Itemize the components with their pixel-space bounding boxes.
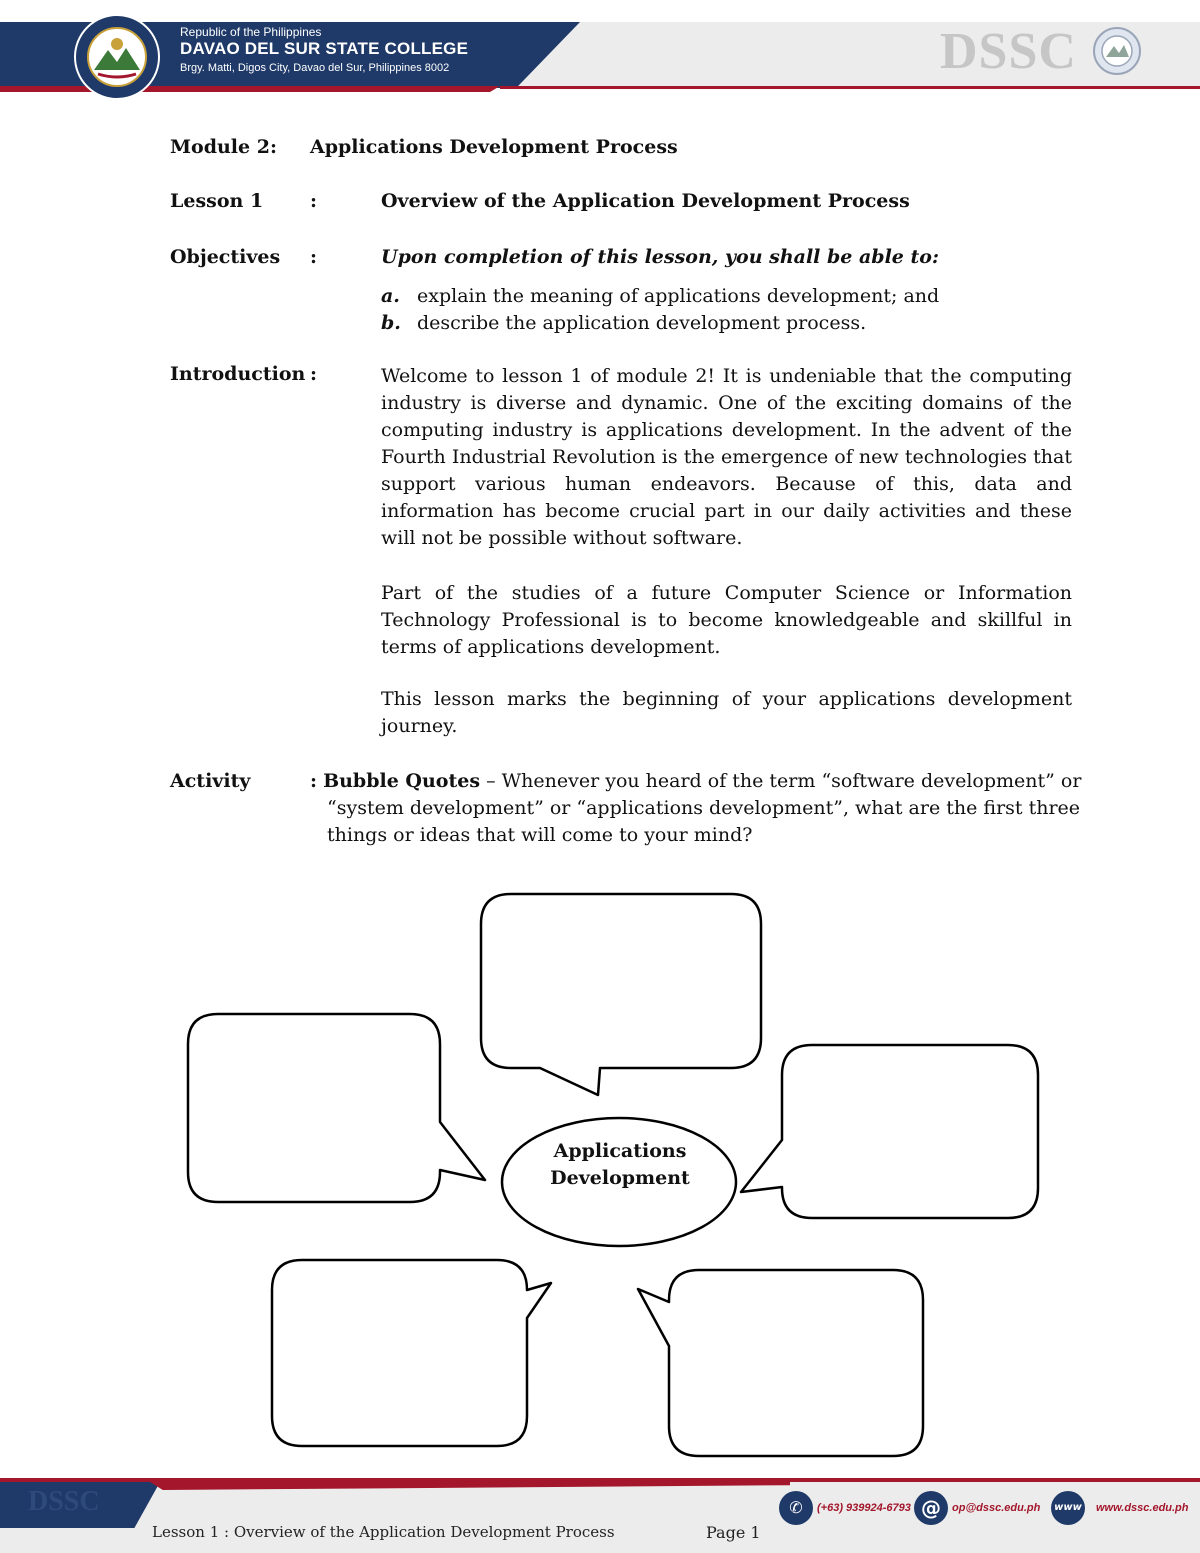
email-icon: @ bbox=[914, 1491, 948, 1525]
objective-item bbox=[381, 312, 866, 334]
introduction-colon: : bbox=[310, 363, 318, 385]
introduction-paragraph-1: Welcome to lesson 1 of module 2! It is undeniable that the computing industry is diverse and dynamic. One of the exciting domains of the computing industry is applications development. In the advent of the Fourth Industrial Revolution is the emergence of new technologies that support various human endeavors. Because of this, data and information has become crucial part in our daily activities and these will not be possible without software. bbox=[381, 365, 1072, 549]
objective-text: describe the application development process. bbox=[417, 312, 867, 334]
header-red-line bbox=[500, 86, 1200, 89]
objectives-lead: Upon completion of this lesson, you shall be able to: bbox=[381, 246, 939, 268]
footer-brand: DSSC bbox=[28, 1486, 100, 1517]
footer-red-line bbox=[0, 1478, 1200, 1482]
objective-item bbox=[381, 285, 939, 307]
objective-text: explain the meaning of applications development; and bbox=[417, 285, 940, 307]
header-country: Republic of the Philippines bbox=[180, 25, 322, 39]
footer-band bbox=[0, 1480, 1200, 1553]
introduction-label: Introduction bbox=[170, 363, 306, 385]
activity-dash: – bbox=[486, 770, 496, 792]
activity-name: Bubble Quotes bbox=[323, 770, 481, 792]
lesson-title: Overview of the Application Development Process bbox=[381, 190, 910, 212]
header-brand: DSSC bbox=[940, 23, 1077, 80]
footer-phone: (+63) 939924-6793 bbox=[817, 1502, 911, 1514]
footer-website[interactable]: www.dssc.edu.ph bbox=[1096, 1502, 1189, 1514]
speech-bubble-right bbox=[741, 1045, 1038, 1218]
module-title: Applications Development Process bbox=[310, 136, 678, 158]
secondary-seal-logo bbox=[1092, 26, 1142, 76]
speech-bubble-left bbox=[188, 1014, 485, 1202]
footer-email[interactable]: op@dssc.edu.ph bbox=[952, 1502, 1041, 1514]
center-label-line-1: Applications bbox=[553, 1140, 687, 1162]
speech-bubble-bottom-left bbox=[272, 1260, 551, 1446]
activity-line-3: things or ideas that will come to your mind? bbox=[327, 824, 753, 846]
page-header bbox=[0, 0, 1200, 100]
lesson-label: Lesson 1 bbox=[170, 190, 264, 212]
college-seal-logo bbox=[64, 14, 170, 100]
objectives-colon: : bbox=[310, 246, 318, 268]
objectives-label: Objectives bbox=[170, 246, 281, 268]
lesson-colon: : bbox=[310, 190, 318, 212]
center-label bbox=[505, 1138, 735, 1192]
activity-colon: : bbox=[310, 770, 318, 792]
activity-first-line bbox=[310, 770, 1082, 792]
speech-bubble-bottom-right bbox=[638, 1270, 923, 1456]
module-label: Module 2: bbox=[170, 136, 277, 158]
objective-letter: a. bbox=[381, 285, 400, 307]
objective-letter: b. bbox=[381, 312, 401, 334]
header-college-name: DAVAO DEL SUR STATE COLLEGE bbox=[180, 39, 469, 58]
activity-line-2: “system development” or “applications development”, what are the first three bbox=[327, 797, 1081, 819]
phone-icon: ✆ bbox=[779, 1491, 813, 1525]
activity-line-1: Whenever you heard of the term “software development” or bbox=[501, 770, 1082, 792]
introduction-paragraph-3: This lesson marks the beginning of your applications development journey. bbox=[381, 688, 1072, 737]
introduction-paragraph-2: Part of the studies of a future Computer Science or Information Technology Professional is to become knowledgeable and skillful in terms of applications development. bbox=[381, 582, 1072, 658]
footer-lesson-title: Lesson 1 : Overview of the Application Development Process bbox=[152, 1523, 615, 1541]
web-icon: www bbox=[1051, 1491, 1085, 1525]
header-address: Brgy. Matti, Digos City, Davao del Sur, Philippines 8002 bbox=[180, 62, 450, 74]
footer-page-number: Page 1 bbox=[706, 1523, 761, 1542]
speech-bubble-top bbox=[481, 894, 761, 1095]
activity-label: Activity bbox=[170, 770, 251, 792]
center-label-line-2: Development bbox=[550, 1167, 690, 1189]
